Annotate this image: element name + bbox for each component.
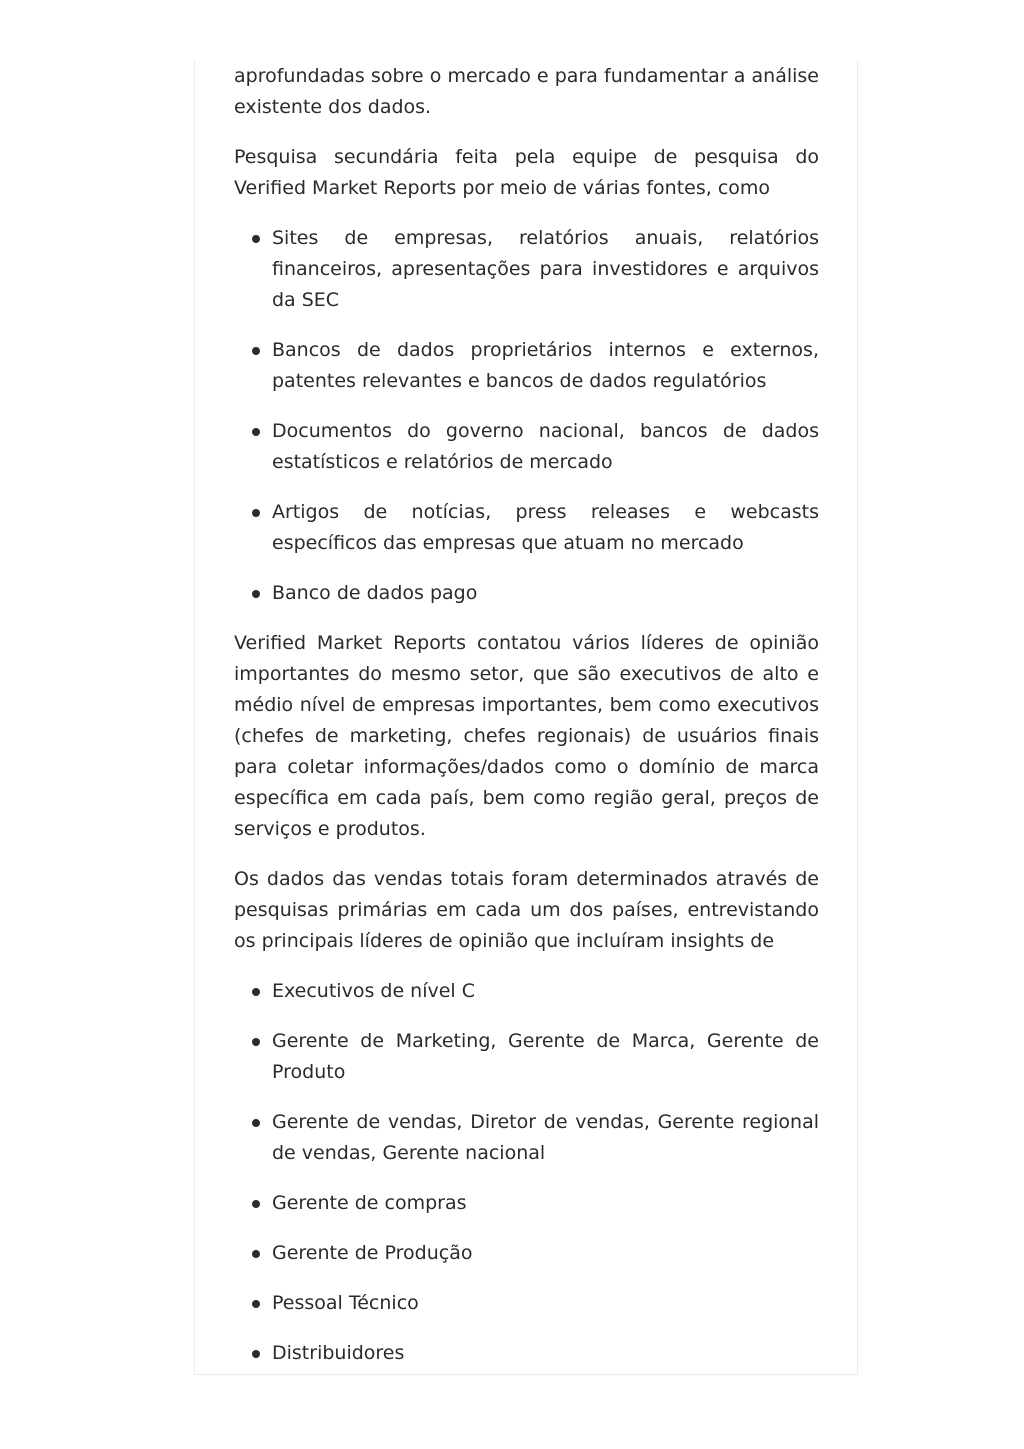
list-item: Pessoal Técnico	[272, 1288, 819, 1319]
list-item: Sites de empresas, relatórios anuais, relatórios financeiros, apresentações para investidores e arquivos da SEC	[272, 223, 819, 316]
list-item: Gerente de vendas, Diretor de vendas, Gerente regional de vendas, Gerente nacional	[272, 1107, 819, 1169]
list-item: Gerente de Marketing, Gerente de Marca, Gerente de Produto	[272, 1026, 819, 1088]
list-item: Documentos do governo nacional, bancos de dados estatísticos e relatórios de mercado	[272, 416, 819, 478]
list-item: Gerente de compras	[272, 1188, 819, 1219]
list-item: Banco de dados pago	[272, 578, 819, 609]
article-body	[234, 61, 819, 1375]
list-item: Bancos de dados proprietários internos e externos, patentes relevantes e bancos de dados regulatórios	[272, 335, 819, 397]
list-item: Executivos de nível C	[272, 976, 819, 1007]
insights-list	[234, 976, 819, 1369]
paragraph-key-opinion-leaders: Verified Market Reports contatou vários líderes de opinião importantes do mesmo setor, que são executivos de alto e médio nível de empresas importantes, bem como executivos (chefes de marketing, chefes regionais) de usuários finais para coletar informações/dados como o domínio de marca específica em cada país, bem como região geral, preços de serviços e produtos.	[234, 632, 819, 840]
list-item: Artigos de notícias, press releases e webcasts específicos das empresas que atuam no mercado	[272, 497, 819, 559]
content-card	[194, 60, 858, 1375]
list-item: Distribuidores	[272, 1338, 819, 1369]
list-item: Gerente de Produção	[272, 1238, 819, 1269]
paragraph-secondary-research: Pesquisa secundária feita pela equipe de pesquisa do Verified Market Reports por meio de várias fontes, como	[234, 146, 819, 199]
paragraph-total-sales: Os dados das vendas totais foram determinados através de pesquisas primárias em cada um dos países, entrevistando os principais líderes de opinião que incluíram insights de	[234, 868, 819, 952]
sources-list	[234, 223, 819, 609]
paragraph-intro-continuation: aprofundadas sobre o mercado e para fundamentar a análise existente dos dados.	[234, 65, 819, 118]
